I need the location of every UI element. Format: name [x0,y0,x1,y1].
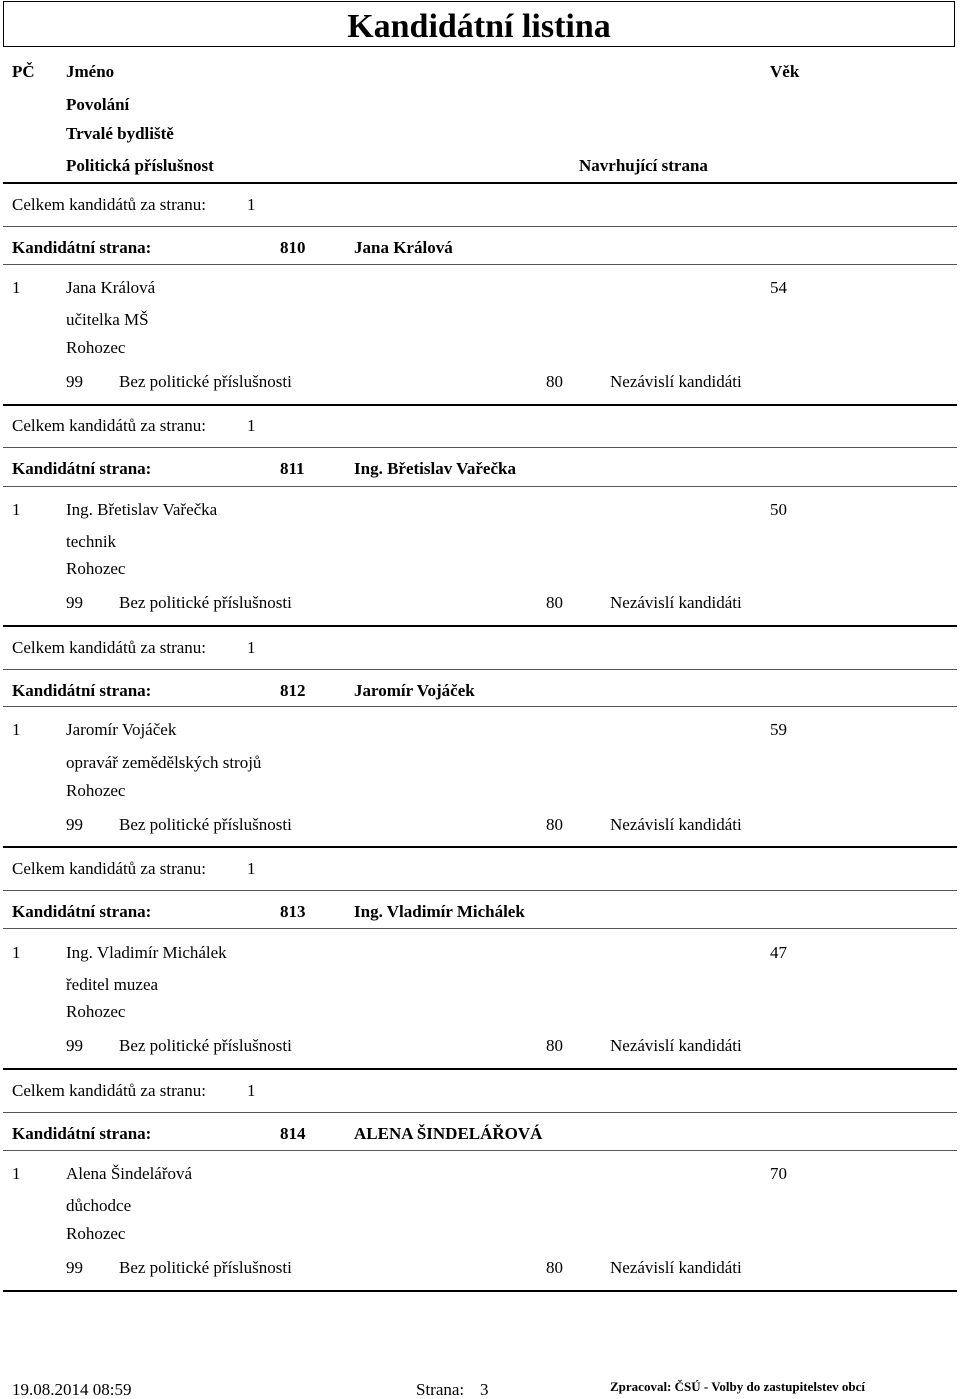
candidate-job: opravář zemědělských strojů [66,753,262,772]
candidate-pc: 1 [12,500,21,519]
candidate-pp-name: Bez politické příslušnosti [119,593,292,612]
party-name: Jaromír Vojáček [354,681,475,700]
candidate-ns-name: Nezávislí kandidáti [610,1258,742,1277]
candidate-job: důchodce [66,1196,132,1215]
footer-processed: Zpracoval: ČSÚ - Volby do zastupitelstev obcí [610,1379,865,1394]
divider [3,928,957,929]
party-name: Ing. Vladimír Michálek [354,902,525,921]
candidate-name: Ing. Břetislav Vařečka [66,500,218,519]
divider [3,1112,957,1113]
candidate-pp-name: Bez politické příslušnosti [119,1036,292,1055]
total-count: 1 [247,416,256,435]
header-jmeno: Jméno [66,62,115,81]
candidate-name: Alena Šindelářová [66,1164,193,1183]
divider [3,486,957,487]
party-label: Kandidátní strana: [12,1124,152,1143]
divider [3,404,957,406]
header-bydliste: Trvalé bydliště [66,124,174,143]
party-name: ALENA ŠINDELÁŘOVÁ [354,1124,543,1143]
total-label: Celkem kandidátů za stranu: [12,195,207,214]
party-number: 812 [280,681,306,700]
candidate-pp-name: Bez politické příslušnosti [119,1258,292,1277]
candidate-residence: Rohozec [66,338,126,357]
party-number: 811 [280,459,305,478]
candidate-ns-name: Nezávislí kandidáti [610,372,742,391]
party-label: Kandidátní strana: [12,459,152,478]
candidate-age: 47 [770,943,787,962]
candidate-job: učitelka MŠ [66,310,149,329]
total-label: Celkem kandidátů za stranu: [12,638,207,657]
candidate-pp-code: 99 [66,372,83,391]
divider [3,625,957,627]
divider [3,846,957,848]
divider [3,1068,957,1070]
page-title: Kandidátní listina [347,8,611,45]
header-povolani: Povolání [66,95,130,114]
candidate-ns-name: Nezávislí kandidáti [610,593,742,612]
footer-page-label: Strana: [416,1380,465,1399]
candidate-pp-code: 99 [66,815,83,834]
party-label: Kandidátní strana: [12,238,152,257]
total-count: 1 [247,638,256,657]
candidate-ns-code: 80 [546,372,563,391]
party-number: 810 [280,238,306,257]
party-name: Jana Králová [354,238,453,257]
total-count: 1 [247,859,256,878]
candidate-pc: 1 [12,943,21,962]
candidate-pc: 1 [12,1164,21,1183]
header-divider [3,182,957,184]
candidate-pc: 1 [12,720,21,739]
candidate-pp-name: Bez politické příslušnosti [119,372,292,391]
candidate-residence: Rohozec [66,1002,126,1021]
candidate-age: 70 [770,1164,787,1183]
candidate-age: 54 [770,278,787,297]
candidate-pp-code: 99 [66,1258,83,1277]
party-number: 814 [280,1124,306,1143]
party-number: 813 [280,902,306,921]
divider [3,706,957,707]
candidate-pp-code: 99 [66,1036,83,1055]
divider [3,1290,957,1292]
total-label: Celkem kandidátů za stranu: [12,1081,207,1100]
header-pc: PČ [12,62,35,81]
party-name: Ing. Břetislav Vařečka [354,459,516,478]
candidate-pc: 1 [12,278,21,297]
party-label: Kandidátní strana: [12,681,152,700]
header-navrhujici: Navrhující strana [579,156,708,175]
divider [3,669,957,670]
total-count: 1 [247,1081,256,1100]
candidate-age: 50 [770,500,787,519]
header-prislusnost: Politická příslušnost [66,156,214,175]
candidate-ns-code: 80 [546,815,563,834]
candidate-residence: Rohozec [66,559,126,578]
total-count: 1 [247,195,256,214]
party-label: Kandidátní strana: [12,902,152,921]
divider [3,447,957,448]
divider [3,890,957,891]
candidate-job: ředitel muzea [66,975,159,994]
total-label: Celkem kandidátů za stranu: [12,859,207,878]
candidate-ns-code: 80 [546,593,563,612]
footer-datetime: 19.08.2014 08:59 [12,1380,132,1399]
candidate-pp-code: 99 [66,593,83,612]
candidate-ns-code: 80 [546,1258,563,1277]
candidate-job: technik [66,532,117,551]
header-vek: Věk [770,62,800,81]
candidate-name: Ing. Vladimír Michálek [66,943,227,962]
title-box [3,1,955,47]
footer-page-number: 3 [480,1380,489,1399]
candidate-name: Jana Králová [66,278,156,297]
divider [3,264,957,265]
candidate-pp-name: Bez politické příslušnosti [119,815,292,834]
candidate-residence: Rohozec [66,781,126,800]
divider [3,1150,957,1151]
candidate-ns-name: Nezávislí kandidáti [610,815,742,834]
candidate-residence: Rohozec [66,1224,126,1243]
total-label: Celkem kandidátů za stranu: [12,416,207,435]
candidate-ns-code: 80 [546,1036,563,1055]
candidate-age: 59 [770,720,787,739]
divider [3,226,957,227]
candidate-ns-name: Nezávislí kandidáti [610,1036,742,1055]
candidate-name: Jaromír Vojáček [66,720,177,739]
